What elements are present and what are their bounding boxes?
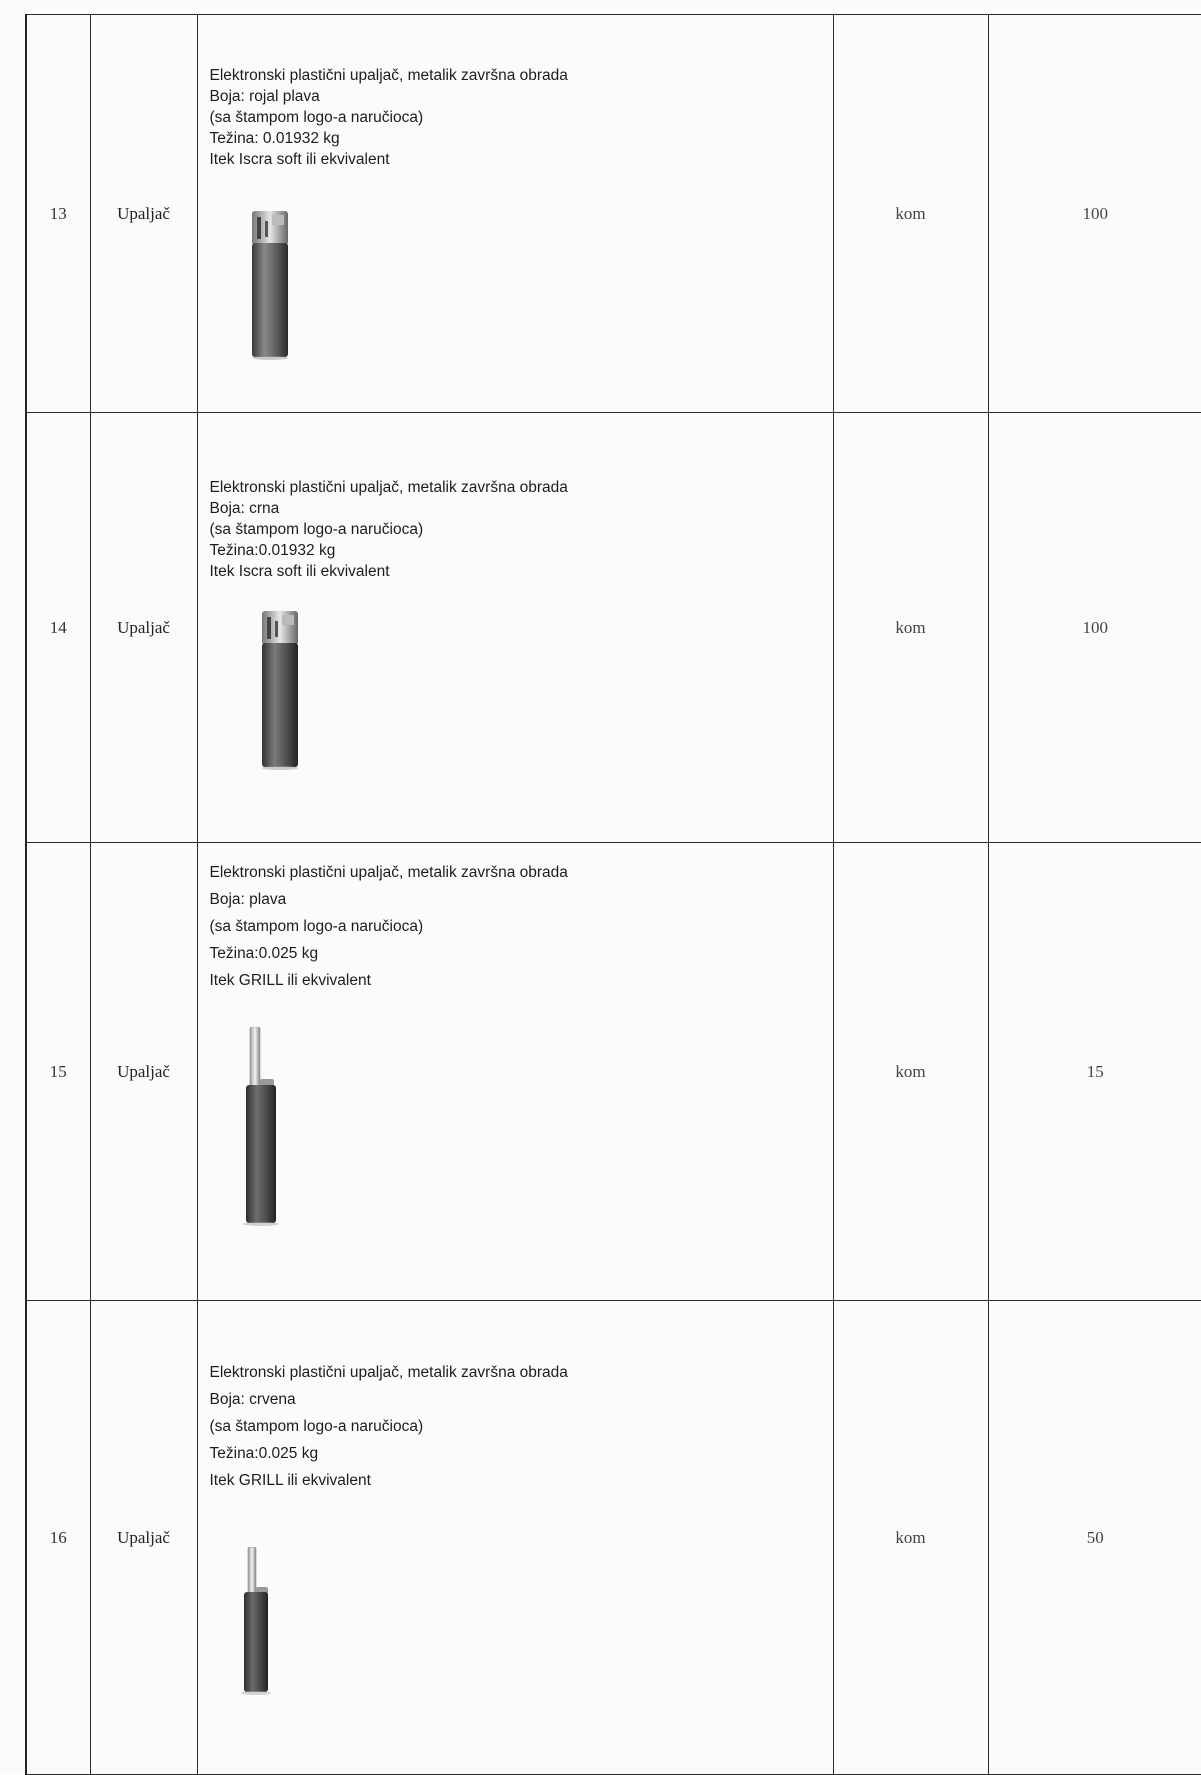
description-text	[210, 65, 568, 170]
description-line: Itek Iscra soft ili ekvivalent	[209, 151, 390, 168]
row-number: 14	[26, 413, 90, 843]
description-line: Elektronski plastični upaljač, metalik završna obrada	[209, 864, 568, 881]
quantity: 100	[988, 15, 1201, 413]
description-text	[210, 1359, 568, 1494]
description-line: Itek Iscra soft ili ekvivalent	[209, 563, 390, 580]
description-line: Elektronski plastični upaljač, metalik završna obrada	[209, 479, 568, 496]
unit: kom	[833, 15, 988, 413]
description-line: Elektronski plastični upaljač, metalik završna obrada	[209, 1364, 568, 1381]
item-description	[197, 413, 833, 843]
description-line: Težina:0.025 kg	[209, 945, 319, 962]
description-line: Itek GRILL ili ekvivalent	[209, 972, 371, 989]
item-description	[197, 1301, 833, 1775]
row-number: 13	[26, 15, 90, 413]
item-description	[197, 15, 833, 413]
description-line: (sa štampom logo-a naručioca)	[209, 521, 424, 538]
lighter-image	[254, 611, 304, 771]
item-description	[197, 843, 833, 1301]
description-text	[210, 477, 568, 582]
unit: kom	[833, 843, 988, 1301]
quantity: 15	[988, 843, 1201, 1301]
table-row	[26, 413, 1201, 843]
item-table	[25, 14, 1201, 1775]
table-row	[26, 843, 1201, 1301]
grill-lighter-image	[238, 1547, 278, 1697]
item-name: Upaljač	[90, 413, 197, 843]
item-name: Upaljač	[90, 1301, 197, 1775]
quantity: 50	[988, 1301, 1201, 1775]
row-number: 16	[26, 1301, 90, 1775]
description-line: Boja: crna	[209, 500, 280, 517]
unit: kom	[833, 413, 988, 843]
description-line: (sa štampom logo-a naručioca)	[209, 109, 424, 126]
item-name: Upaljač	[90, 843, 197, 1301]
lighter-image	[244, 211, 294, 361]
description-line: Težina:0.025 kg	[209, 1445, 319, 1462]
description-line: Boja: rojal plava	[209, 88, 320, 105]
description-line: Boja: crvena	[209, 1391, 296, 1408]
table-row	[26, 1301, 1201, 1775]
quantity: 100	[988, 413, 1201, 843]
description-line: (sa štampom logo-a naručioca)	[209, 1418, 424, 1435]
item-name: Upaljač	[90, 15, 197, 413]
description-line: Itek GRILL ili ekvivalent	[209, 1472, 371, 1489]
table-row	[26, 15, 1201, 413]
grill-lighter-image	[238, 1027, 284, 1227]
unit: kom	[833, 1301, 988, 1775]
description-line: Boja: plava	[209, 891, 287, 908]
description-line: (sa štampom logo-a naručioca)	[209, 918, 424, 935]
row-number: 15	[26, 843, 90, 1301]
description-line: Elektronski plastični upaljač, metalik završna obrada	[209, 67, 568, 84]
description-line: Težina: 0.01932 kg	[209, 130, 340, 147]
description-line: Težina:0.01932 kg	[209, 542, 336, 559]
description-text	[210, 859, 568, 994]
